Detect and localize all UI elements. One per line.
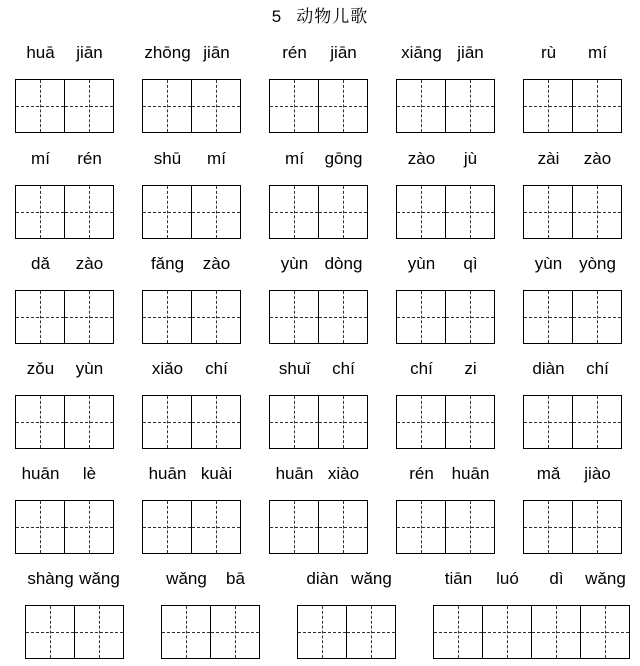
pinyin-line — [161, 568, 260, 592]
pinyin-syllable: zào — [407, 149, 436, 168]
writing-boxes — [523, 395, 622, 449]
pinyin-syllable: lè — [82, 464, 97, 483]
pinyin-syllable: jiào — [584, 464, 611, 483]
pinyin-syllable: zǒu — [26, 359, 55, 378]
word-group — [269, 358, 368, 449]
pinyin-syllable: gōng — [324, 149, 363, 168]
tianzige-cell[interactable] — [298, 605, 347, 659]
writing-boxes — [523, 185, 622, 239]
pinyin-syllable: huā — [26, 43, 55, 62]
writing-boxes — [523, 500, 622, 554]
pinyin-line — [142, 148, 241, 172]
writing-boxes — [396, 290, 495, 344]
writing-boxes — [523, 79, 622, 133]
pinyin-line — [15, 253, 114, 277]
pinyin-syllable: chí — [586, 359, 609, 378]
pinyin-line — [269, 358, 368, 382]
page-title — [0, 2, 640, 27]
tianzige-cell[interactable] — [524, 395, 573, 449]
word-group — [269, 42, 368, 133]
tianzige-cell[interactable] — [143, 395, 192, 449]
word-group — [142, 42, 241, 133]
tianzige-cell[interactable] — [65, 185, 114, 239]
tianzige-cell[interactable] — [524, 79, 573, 133]
pinyin-syllable: mí — [285, 149, 304, 168]
pinyin-syllable: mí — [588, 43, 607, 62]
tianzige-cell[interactable] — [65, 79, 114, 133]
word-group — [15, 42, 114, 133]
tianzige-cell[interactable] — [16, 185, 65, 239]
writing-boxes — [433, 605, 630, 659]
word-group — [15, 253, 114, 344]
word-group — [161, 568, 260, 659]
pinyin-syllable: huān — [451, 464, 490, 483]
tianzige-cell[interactable] — [26, 605, 75, 659]
pinyin-syllable: wǎng — [79, 569, 120, 588]
pinyin-line — [433, 568, 630, 592]
writing-boxes — [269, 395, 368, 449]
pinyin-syllable: bā — [226, 569, 245, 588]
tianzige-cell[interactable] — [573, 290, 622, 344]
word-group — [396, 42, 495, 133]
pinyin-line — [142, 42, 241, 66]
pinyin-syllable: zi — [464, 359, 477, 378]
tianzige-cell[interactable] — [143, 185, 192, 239]
pinyin-syllable: qì — [463, 254, 478, 273]
pinyin-syllable: mǎ — [536, 464, 561, 483]
pinyin-line — [523, 253, 622, 277]
pinyin-line — [15, 358, 114, 382]
pinyin-line — [142, 358, 241, 382]
word-group — [269, 463, 368, 554]
pinyin-line — [396, 42, 495, 66]
pinyin-syllable: rén — [409, 464, 434, 483]
pinyin-line — [396, 463, 495, 487]
word-group — [15, 148, 114, 239]
pinyin-syllable: jiān — [457, 43, 484, 62]
tianzige-cell[interactable] — [143, 500, 192, 554]
writing-boxes — [142, 500, 241, 554]
writing-boxes — [396, 79, 495, 133]
tianzige-cell[interactable] — [446, 185, 495, 239]
pinyin-syllable: yùn — [75, 359, 104, 378]
pinyin-line — [523, 148, 622, 172]
tianzige-cell[interactable] — [143, 79, 192, 133]
writing-boxes — [142, 185, 241, 239]
writing-boxes — [269, 290, 368, 344]
pinyin-syllable: chí — [410, 359, 433, 378]
pinyin-syllable: xiǎo — [151, 359, 184, 378]
tianzige-cell[interactable] — [192, 500, 241, 554]
pinyin-syllable: shuǐ — [278, 359, 311, 378]
tianzige-cell[interactable] — [192, 290, 241, 344]
tianzige-cell[interactable] — [483, 605, 532, 659]
pinyin-syllable: jiān — [76, 43, 103, 62]
pinyin-line — [142, 463, 241, 487]
pinyin-syllable: jiān — [330, 43, 357, 62]
tianzige-cell[interactable] — [162, 605, 211, 659]
tianzige-cell[interactable] — [573, 500, 622, 554]
tianzige-cell[interactable] — [319, 500, 368, 554]
pinyin-syllable: chí — [332, 359, 355, 378]
pinyin-syllable: zài — [537, 149, 560, 168]
pinyin-syllable: huān — [21, 464, 60, 483]
pinyin-syllable: wǎng — [585, 569, 626, 588]
writing-boxes — [25, 605, 124, 659]
word-group — [396, 463, 495, 554]
tianzige-cell[interactable] — [397, 395, 446, 449]
pinyin-syllable: wǎng — [166, 569, 207, 588]
word-group — [297, 568, 396, 659]
pinyin-syllable: tiān — [444, 569, 473, 588]
pinyin-syllable: dòng — [324, 254, 363, 273]
pinyin-line — [396, 358, 495, 382]
word-group — [142, 358, 241, 449]
pinyin-line — [269, 463, 368, 487]
lesson-number: 5 — [271, 7, 283, 26]
pinyin-syllable: dì — [549, 569, 564, 588]
pinyin-syllable: zhōng — [144, 43, 191, 62]
pinyin-syllable: jiān — [203, 43, 230, 62]
tianzige-cell[interactable] — [143, 290, 192, 344]
pinyin-syllable: xiāng — [401, 43, 442, 62]
pinyin-line — [15, 42, 114, 66]
word-group — [523, 148, 622, 239]
pinyin-line — [269, 148, 368, 172]
tianzige-cell[interactable] — [270, 500, 319, 554]
tianzige-cell[interactable] — [581, 605, 630, 659]
tianzige-cell[interactable] — [397, 290, 446, 344]
writing-boxes — [396, 500, 495, 554]
tianzige-cell[interactable] — [524, 500, 573, 554]
pinyin-line — [269, 253, 368, 277]
pinyin-syllable: rù — [540, 43, 557, 62]
tianzige-cell[interactable] — [573, 79, 622, 133]
tianzige-cell[interactable] — [524, 185, 573, 239]
pinyin-syllable: yùn — [407, 254, 436, 273]
tianzige-cell[interactable] — [16, 395, 65, 449]
word-group — [142, 253, 241, 344]
pinyin-syllable: zào — [583, 149, 612, 168]
tianzige-cell[interactable] — [270, 290, 319, 344]
word-group — [396, 358, 495, 449]
tianzige-cell[interactable] — [16, 500, 65, 554]
pinyin-line — [396, 148, 495, 172]
word-group — [396, 148, 495, 239]
lesson-title: 动物儿歌 — [296, 7, 369, 27]
writing-boxes — [15, 290, 114, 344]
pinyin-syllable: rén — [77, 149, 102, 168]
tianzige-cell[interactable] — [397, 79, 446, 133]
pinyin-syllable: shū — [153, 149, 182, 168]
writing-boxes — [15, 79, 114, 133]
tianzige-cell[interactable] — [446, 395, 495, 449]
word-group — [269, 148, 368, 239]
writing-boxes — [269, 500, 368, 554]
pinyin-line — [15, 148, 114, 172]
pinyin-line — [396, 253, 495, 277]
pinyin-syllable: huān — [148, 464, 187, 483]
tianzige-cell[interactable] — [192, 79, 241, 133]
tianzige-cell[interactable] — [270, 185, 319, 239]
pinyin-line — [523, 358, 622, 382]
pinyin-syllable: yùn — [280, 254, 309, 273]
tianzige-cell[interactable] — [532, 605, 581, 659]
pinyin-syllable: zào — [75, 254, 104, 273]
pinyin-syllable: diàn — [306, 569, 339, 588]
pinyin-syllable: zào — [202, 254, 231, 273]
pinyin-line — [15, 463, 114, 487]
pinyin-syllable: shàng — [27, 569, 74, 588]
pinyin-line — [25, 568, 124, 592]
writing-boxes — [142, 395, 241, 449]
tianzige-cell[interactable] — [524, 290, 573, 344]
tianzige-cell[interactable] — [573, 395, 622, 449]
tianzige-cell[interactable] — [65, 395, 114, 449]
tianzige-cell[interactable] — [65, 290, 114, 344]
writing-boxes — [269, 79, 368, 133]
tianzige-cell[interactable] — [319, 290, 368, 344]
tianzige-cell[interactable] — [192, 185, 241, 239]
pinyin-syllable: mí — [207, 149, 226, 168]
writing-boxes — [15, 500, 114, 554]
tianzige-cell[interactable] — [319, 185, 368, 239]
word-group — [142, 148, 241, 239]
writing-boxes — [161, 605, 260, 659]
tianzige-cell[interactable] — [65, 500, 114, 554]
writing-boxes — [142, 290, 241, 344]
word-group — [15, 463, 114, 554]
word-group — [269, 253, 368, 344]
word-group — [523, 463, 622, 554]
pinyin-line — [142, 253, 241, 277]
pinyin-syllable: yòng — [579, 254, 616, 273]
tianzige-cell[interactable] — [347, 605, 396, 659]
writing-boxes — [396, 395, 495, 449]
pinyin-syllable: huān — [275, 464, 314, 483]
word-group — [396, 253, 495, 344]
word-group — [523, 42, 622, 133]
tianzige-cell[interactable] — [211, 605, 260, 659]
writing-boxes — [523, 290, 622, 344]
tianzige-cell[interactable] — [319, 79, 368, 133]
word-group — [25, 568, 124, 659]
pinyin-line — [523, 42, 622, 66]
tianzige-cell[interactable] — [446, 290, 495, 344]
pinyin-syllable: wǎng — [351, 569, 392, 588]
pinyin-syllable: yùn — [534, 254, 563, 273]
tianzige-cell[interactable] — [397, 500, 446, 554]
tianzige-cell[interactable] — [446, 79, 495, 133]
tianzige-cell[interactable] — [397, 185, 446, 239]
tianzige-cell[interactable] — [270, 79, 319, 133]
writing-boxes — [142, 79, 241, 133]
pinyin-syllable: mí — [31, 149, 50, 168]
writing-boxes — [269, 185, 368, 239]
word-group — [433, 568, 630, 659]
writing-boxes — [15, 395, 114, 449]
pinyin-syllable: rén — [282, 43, 307, 62]
pinyin-syllable: xiào — [327, 464, 360, 483]
pinyin-syllable: diàn — [532, 359, 565, 378]
tianzige-cell[interactable] — [75, 605, 124, 659]
pinyin-syllable: chí — [205, 359, 228, 378]
writing-boxes — [396, 185, 495, 239]
tianzige-cell[interactable] — [270, 395, 319, 449]
word-group — [142, 463, 241, 554]
pinyin-line — [297, 568, 396, 592]
tianzige-cell[interactable] — [16, 290, 65, 344]
tianzige-cell[interactable] — [319, 395, 368, 449]
tianzige-cell[interactable] — [446, 500, 495, 554]
tianzige-cell[interactable] — [573, 185, 622, 239]
word-group — [15, 358, 114, 449]
pinyin-syllable: kuài — [200, 464, 233, 483]
pinyin-syllable: luó — [496, 569, 519, 588]
tianzige-cell[interactable] — [434, 605, 483, 659]
pinyin-line — [523, 463, 622, 487]
pinyin-syllable: fǎng — [150, 254, 185, 273]
word-group — [523, 358, 622, 449]
pinyin-syllable: dǎ — [31, 254, 50, 273]
pinyin-line — [269, 42, 368, 66]
tianzige-cell[interactable] — [192, 395, 241, 449]
tianzige-cell[interactable] — [16, 79, 65, 133]
word-group — [523, 253, 622, 344]
pinyin-syllable: jù — [463, 149, 478, 168]
writing-boxes — [15, 185, 114, 239]
writing-boxes — [297, 605, 396, 659]
